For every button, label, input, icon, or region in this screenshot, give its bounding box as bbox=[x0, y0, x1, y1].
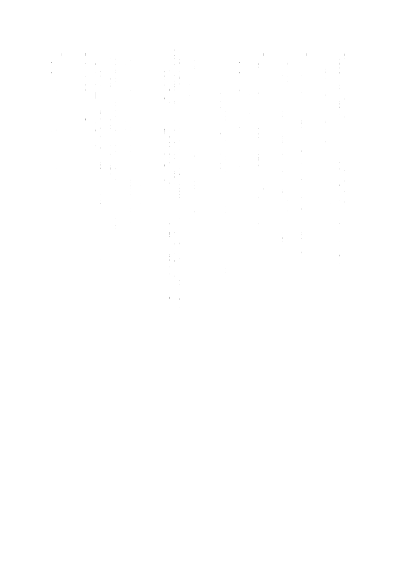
right-text-column bbox=[211, 48, 345, 538]
text-line bbox=[164, 48, 165, 187]
text-line bbox=[145, 48, 146, 274]
text-line bbox=[140, 48, 141, 248]
text-line bbox=[125, 48, 126, 239]
text-line bbox=[249, 48, 250, 257]
text-line bbox=[95, 48, 96, 152]
text-line bbox=[81, 48, 82, 257]
text-line bbox=[311, 48, 312, 83]
text-line bbox=[316, 48, 317, 100]
text-line bbox=[85, 48, 86, 135]
text-line bbox=[211, 48, 212, 126]
text-line bbox=[130, 48, 131, 257]
text-line bbox=[225, 48, 226, 318]
text-line bbox=[179, 48, 180, 309]
text-line bbox=[56, 48, 57, 231]
text-line bbox=[194, 48, 195, 257]
text-line bbox=[216, 48, 217, 170]
text-line bbox=[335, 48, 336, 213]
text-line bbox=[239, 48, 240, 182]
text-line bbox=[71, 48, 72, 170]
text-line bbox=[344, 48, 345, 205]
text-line bbox=[330, 48, 331, 231]
text-line bbox=[115, 48, 116, 248]
text-line bbox=[297, 48, 298, 344]
text-line bbox=[325, 48, 326, 196]
text-line bbox=[339, 48, 340, 266]
text-line bbox=[292, 48, 293, 318]
text-line bbox=[51, 48, 52, 252]
text-line bbox=[169, 48, 170, 314]
text-line bbox=[220, 48, 221, 213]
text-line bbox=[100, 48, 101, 266]
text-line bbox=[273, 48, 274, 152]
text-line bbox=[301, 48, 302, 274]
text-line bbox=[174, 48, 175, 283]
text-line bbox=[282, 48, 283, 274]
text-line bbox=[306, 48, 307, 121]
text-line bbox=[110, 48, 111, 213]
text-line bbox=[263, 48, 264, 205]
text-line bbox=[258, 48, 259, 231]
text-line bbox=[150, 48, 151, 104]
text-line bbox=[235, 48, 236, 248]
text-line bbox=[287, 48, 288, 326]
text-line bbox=[160, 48, 161, 257]
left-text-column bbox=[51, 48, 195, 538]
text-line bbox=[61, 48, 62, 109]
text-line bbox=[189, 48, 190, 118]
